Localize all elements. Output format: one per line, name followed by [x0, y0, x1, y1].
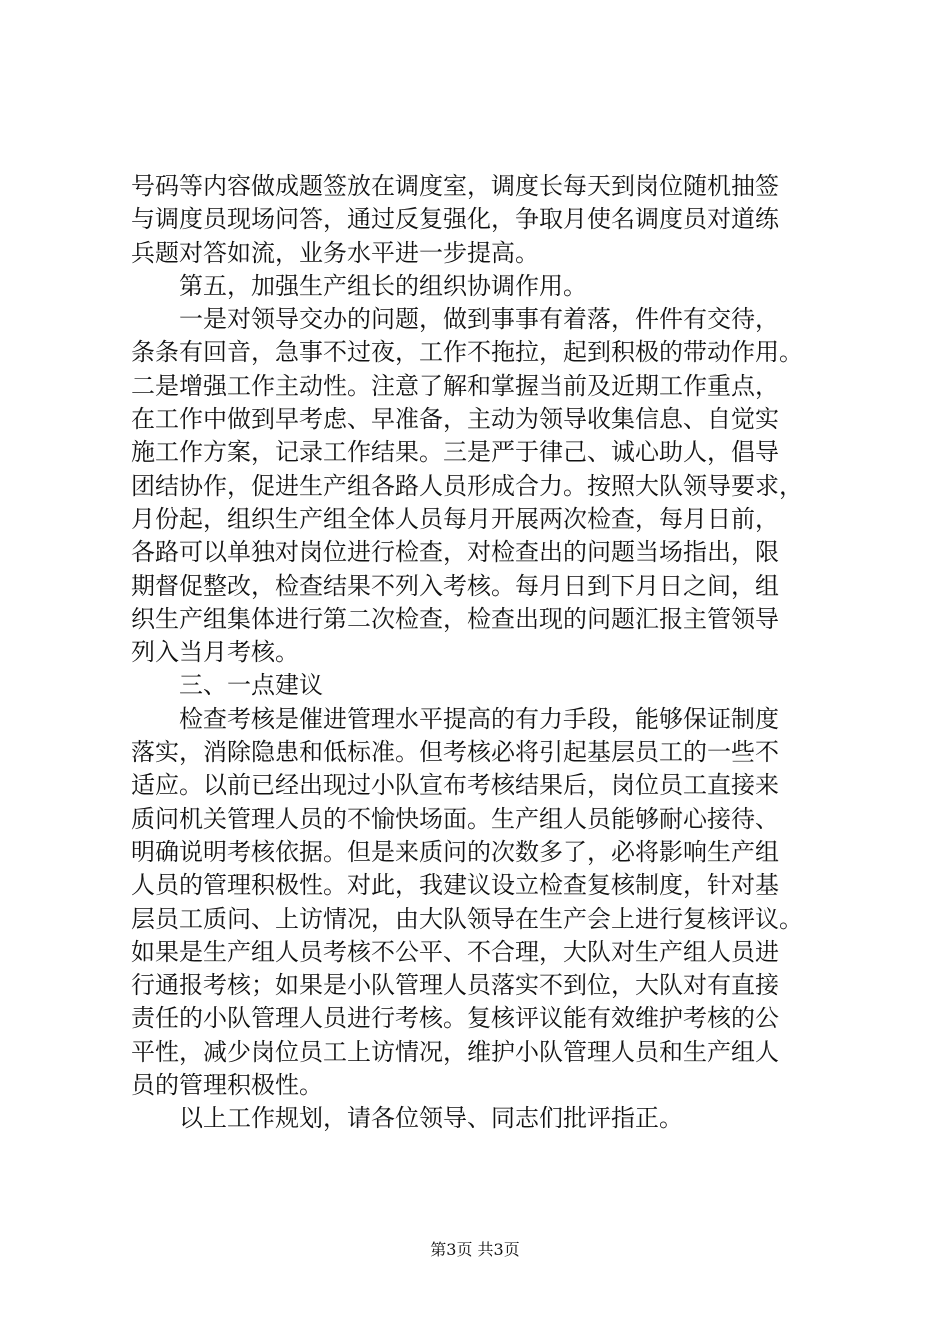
- text-line: 施工作方案，记录工作结果。三是严于律己、诚心助人，倡导: [131, 438, 779, 467]
- text-line: 检查考核是催进管理水平提高的有力手段，能够保证制度: [179, 704, 779, 733]
- text-line: 行通报考核；如果是小队管理人员落实不到位，大队对有直接: [131, 971, 779, 1000]
- text-line: 兵题对答如流，业务水平进一步提高。: [131, 238, 539, 267]
- text-line: 一是对领导交办的问题，做到事事有着落，件件有交待，: [179, 305, 779, 334]
- text-line: 以上工作规划，请各位领导、同志们批评指正。: [179, 1104, 683, 1133]
- text-line: 二是增强工作主动性。注意了解和掌握当前及近期工作重点，: [131, 371, 779, 400]
- text-line: 员的管理积极性。: [131, 1071, 323, 1100]
- text-line: 明确说明考核依据。但是来质问的次数多了，必将影响生产组: [131, 837, 779, 866]
- text-line: 落实，消除隐患和低标准。但考核必将引起基层员工的一些不: [131, 738, 779, 767]
- text-line: 团结协作，促进生产组各路人员形成合力。按照大队领导要求，: [131, 471, 803, 500]
- text-line: 列入当月考核。: [131, 638, 299, 667]
- text-line: 平性，减少岗位员工上访情况，维护小队管理人员和生产组人: [131, 1037, 779, 1066]
- text-line: 在工作中做到早考虑、早准备，主动为领导收集信息、自觉实: [131, 405, 779, 434]
- text-line: 三、一点建议: [179, 671, 323, 700]
- text-line: 层员工质问、上访情况，由大队领导在生产会上进行复核评议。: [131, 904, 803, 933]
- page-footer: 第3页 共3页: [430, 1240, 520, 1259]
- text-line: 与调度员现场问答，通过反复强化，争取月使名调度员对道练: [131, 205, 779, 234]
- text-line: 织生产组集体进行第二次检查，检查出现的问题汇报主管领导: [131, 604, 779, 633]
- text-line: 期督促整改，检查结果不列入考核。每月日到下月日之间，组: [131, 571, 779, 600]
- text-line: 责任的小队管理人员进行考核。复核评议能有效维护考核的公: [131, 1004, 779, 1033]
- text-line: 号码等内容做成题签放在调度室，调度长每天到岗位随机抽签: [131, 172, 779, 200]
- text-line: 第五，加强生产组长的组织协调作用。: [179, 271, 587, 300]
- body-text: [131, 170, 851, 1136]
- text-line: 人员的管理积极性。对此，我建议设立检查复核制度，针对基: [131, 871, 779, 900]
- text-line: 质问机关管理人员的不愉快场面。生产组人员能够耐心接待、: [131, 804, 779, 833]
- text-line: 条条有回音，急事不过夜，工作不拖拉，起到积极的带动作用。: [131, 338, 803, 367]
- text-line: 各路可以单独对岗位进行检查，对检查出的问题当场指出，限: [131, 538, 779, 567]
- text-line: 如果是生产组人员考核不公平、不合理，大队对生产组人员进: [131, 937, 779, 966]
- text-line: 月份起，组织生产组全体人员每月开展两次检查，每月日前，: [131, 504, 779, 533]
- text-line: 适应。以前已经出现过小队宣布考核结果后，岗位员工直接来: [131, 771, 779, 800]
